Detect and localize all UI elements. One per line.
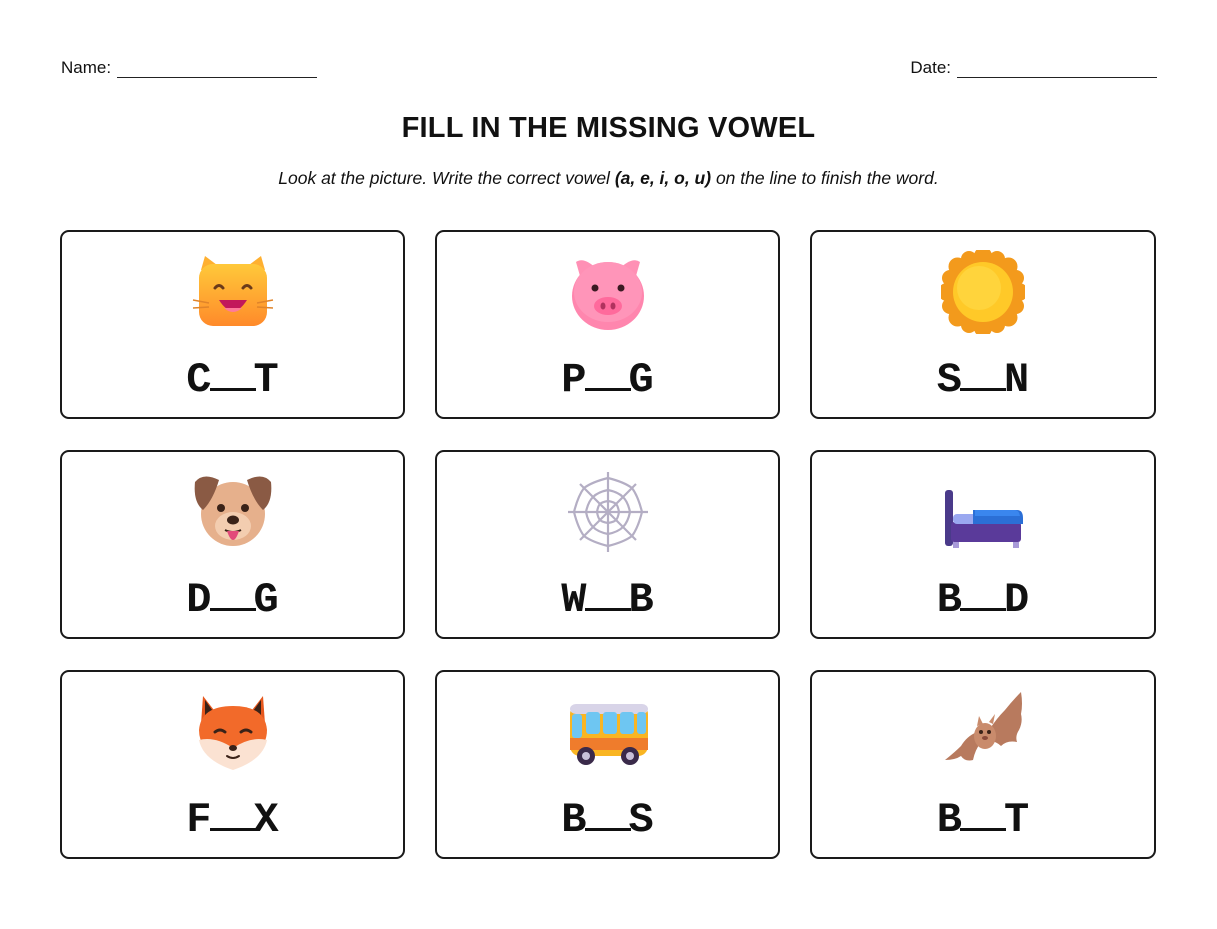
- word-card-fox: [60, 670, 405, 859]
- bus-icon: [566, 690, 650, 774]
- last-letter: T: [1004, 796, 1030, 844]
- word-puzzle: [62, 570, 403, 624]
- first-letter: B: [936, 576, 962, 624]
- last-letter: G: [628, 356, 654, 404]
- instructions: [0, 168, 1217, 189]
- word-card-web: [435, 450, 780, 639]
- worksheet-title: FILL IN THE MISSING VOWEL: [401, 112, 816, 144]
- first-letter: B: [936, 796, 962, 844]
- vowel-blank[interactable]: [210, 570, 256, 611]
- dog-face-icon: [191, 470, 275, 554]
- vowel-blank[interactable]: [210, 350, 256, 391]
- first-letter: F: [186, 796, 212, 844]
- sun-icon: [941, 250, 1025, 334]
- date-field: [910, 58, 1157, 78]
- word-puzzle: [812, 350, 1154, 404]
- last-letter: T: [253, 356, 279, 404]
- last-letter: N: [1004, 356, 1030, 404]
- spider-web-icon: [566, 470, 650, 554]
- word-puzzle: [437, 570, 778, 624]
- last-letter: G: [253, 576, 279, 624]
- vowel-blank[interactable]: [585, 350, 631, 391]
- vowel-blank[interactable]: [960, 570, 1006, 611]
- word-puzzle: [812, 570, 1154, 624]
- word-card-bed: [810, 450, 1156, 639]
- bed-icon: [941, 470, 1025, 554]
- first-letter: P: [561, 356, 587, 404]
- word-card-bat: [810, 670, 1156, 859]
- word-card-dog: [60, 450, 405, 639]
- word-puzzle: [437, 790, 778, 844]
- word-card-bus: [435, 670, 780, 859]
- last-letter: D: [1004, 576, 1030, 624]
- first-letter: D: [186, 576, 212, 624]
- word-card-sun: [810, 230, 1156, 419]
- date-label: Date:: [910, 58, 951, 77]
- date-line[interactable]: [957, 61, 1157, 78]
- vowel-blank[interactable]: [210, 790, 256, 831]
- word-card-cat: [60, 230, 405, 419]
- instructions-after: on the line to finish the word.: [711, 168, 939, 188]
- word-card-pig: [435, 230, 780, 419]
- first-letter: C: [186, 356, 212, 404]
- word-puzzle: [437, 350, 778, 404]
- card-grid: [60, 230, 1157, 859]
- cat-face-icon: [191, 250, 275, 334]
- instructions-vowels: (a, e, i, o, u): [614, 168, 712, 188]
- fox-face-icon: [191, 690, 275, 774]
- header-row: [61, 58, 1157, 80]
- word-puzzle: [62, 350, 403, 404]
- vowel-blank[interactable]: [960, 790, 1006, 831]
- vowel-blank[interactable]: [585, 790, 631, 831]
- first-letter: S: [936, 356, 962, 404]
- name-line[interactable]: [117, 61, 317, 78]
- last-letter: B: [628, 576, 654, 624]
- bat-icon: [941, 690, 1025, 774]
- first-letter: W: [561, 576, 587, 624]
- name-label: Name:: [61, 58, 112, 77]
- last-letter: S: [628, 796, 654, 844]
- word-puzzle: [812, 790, 1154, 844]
- name-field: [61, 58, 317, 78]
- first-letter: B: [561, 796, 587, 844]
- vowel-blank[interactable]: [585, 570, 631, 611]
- vowel-blank[interactable]: [960, 350, 1006, 391]
- word-puzzle: [62, 790, 403, 844]
- pig-face-icon: [566, 250, 650, 334]
- last-letter: X: [253, 796, 279, 844]
- instructions-before: Look at the picture. Write the correct vowel: [278, 168, 615, 188]
